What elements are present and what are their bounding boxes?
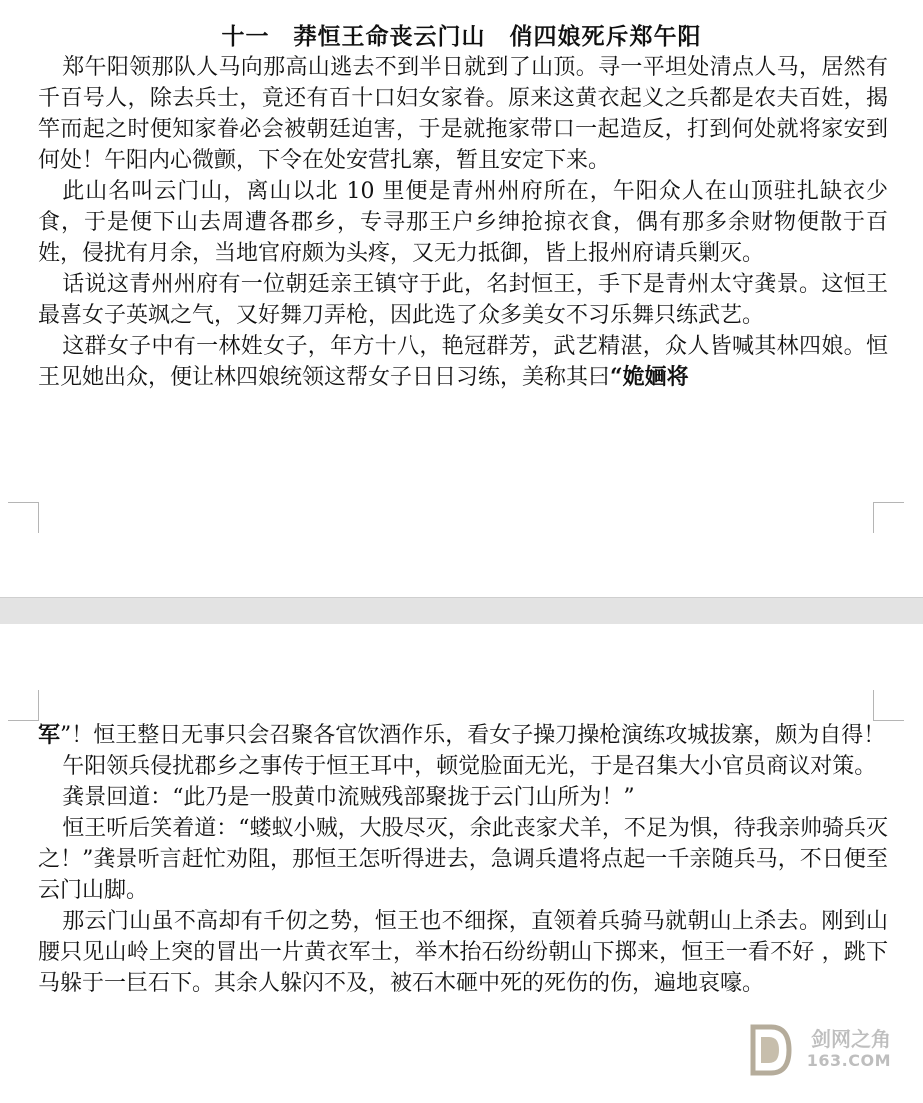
page-corner-marker-top-right: [873, 690, 904, 721]
chapter-title: 十一 莽恒王命丧云门山 俏四娘死斥郑午阳: [221, 23, 702, 50]
paragraph-1: 郑午阳领那队人马向那高山逃去不到半日就到了山顶。寻一平坦处清点人马，居然有千百号人，除去兵士，竟还有百十口妇女家眷。原来这黄衣起义之兵都是农夫百姓，揭竿而起之时便知家眷必会被朝廷迫害，于是就拖家带口一起造反，打到何处就将家安到何处！午阳内心微颤，下令在处安营扎寨，暂且安定下来。: [38, 55, 888, 173]
page-1-body: [38, 52, 888, 393]
paragraph-8: 那云门山虽不高却有千仞之势，恒王也不细探，直领着兵骑马就朝山上杀去。刚到山腰只见山岭上突的冒出一片黄衣军士，举木抬石纷纷朝山下掷来，恒王一看不好 ，跳下马躲于一巨石下。其余人躲闪不及，被石木砸中死的死伤的伤，遍地哀嚎。: [38, 909, 888, 996]
paragraph-continued-text: ”！恒王整日无事只会召聚各官饮酒作乐，看女子操刀操枪演练攻城拔寨，颇为自得！: [60, 723, 886, 748]
page-corner-marker-top-left: [8, 690, 39, 721]
paragraph-7: 恒王听后笑着道：“蝼蚁小贼，大股尽灭，余此丧家犬羊，不足为惧，待我亲帅骑兵灭之！”龚景听言赶忙劝阻，那恒王怎听得进去，急调兵遣将点起一千亲随兵马，不日便至云门山脚。: [38, 816, 888, 903]
document-page-2: [0, 624, 923, 1103]
paragraph-4: [38, 331, 888, 393]
page-corner-marker-bottom-left: [8, 502, 39, 533]
paragraph-3: 话说这青州州府有一位朝廷亲王镇守于此，名封恒王，手下是青州太守龚景。这恒王最喜女子英飒之气，又好舞刀弄枪，因此选了众多美女不习乐舞只练武艺。: [38, 272, 888, 328]
site-watermark: [745, 1021, 895, 1081]
watermark-line-2: 163.COM: [806, 1051, 891, 1070]
paragraph-5: 午阳领兵侵扰郡乡之事传于恒王耳中，顿觉脸面无光，于是召集大小官员商议对策。: [62, 754, 877, 779]
d-logo-icon: [745, 1021, 793, 1079]
paragraph-6: 龚景回道：“此乃是一股黄巾流贼残部聚拢于云门山所为！”: [62, 785, 635, 810]
paragraph-2: 此山名叫云门山，离山以北 10 里便是青州州府所在，午阳众人在山顶驻扎缺衣少食，于是便下山去周遭各郡乡，专寻那王户乡绅抢掠衣食，偶有那多余财物便散于百姓，侵扰有月余，当地官府颇为头疼，又无力抵御，皆上报州府请兵剿灭。: [38, 179, 888, 266]
paragraph-4-bold-text: “姽婳将: [610, 364, 689, 390]
paragraph-4-text: 这群女子中有一林姓女子，年方十八，艳冠群芳，武艺精湛，众人皆喊其林四娘。恒王见她出众，便让林四娘统领这帮女子日日习练，美称其曰: [38, 334, 888, 390]
paragraph-continued: [38, 720, 888, 751]
page-corner-marker-bottom-right: [873, 502, 904, 533]
page-break-gap: [0, 597, 923, 625]
paragraph-continued-bold-text: 军: [38, 722, 61, 748]
page-2-body: [38, 720, 888, 999]
watermark-line-1: 剑网之角: [811, 1027, 891, 1051]
